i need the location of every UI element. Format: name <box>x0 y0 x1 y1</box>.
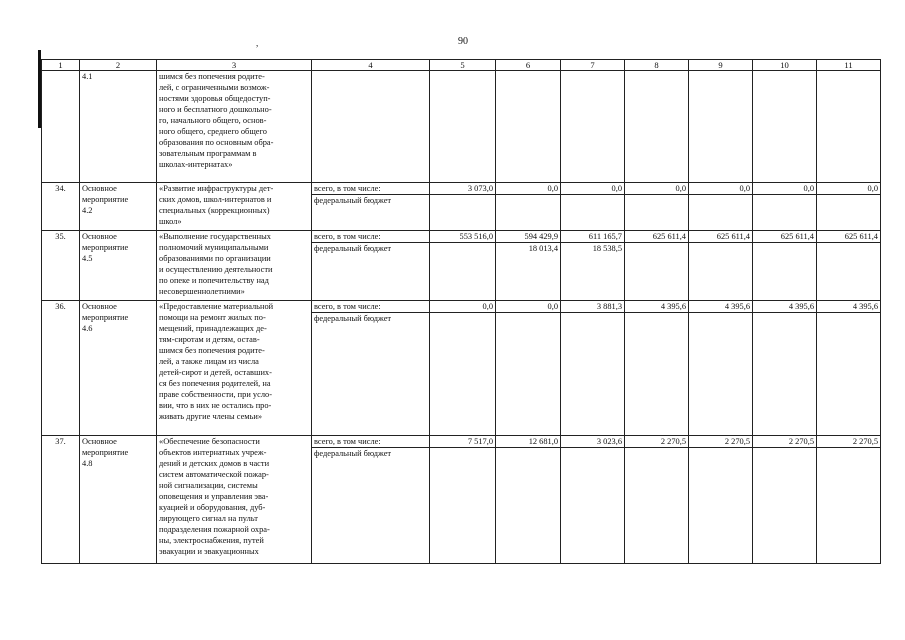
amount-cell <box>753 231 817 301</box>
event-description: «Предоставление материальной помощи на ремонт жилых по- мещений, принадлежащих де- тям-сиротам и детям, остав- шимся без попечения родите- лей, а также лицам из числа детей-сирот и детей, оставших- ся без попечения родителей, на праве собственности, при усло- вии, что в них не остались про- живать другие члены семьи» <box>157 301 312 436</box>
amount-cell <box>625 183 689 231</box>
stray-mark: , <box>256 38 259 48</box>
amount-cell <box>625 301 689 436</box>
amount-total: 0,0 <box>496 183 560 195</box>
amount-total: 4 395,6 <box>753 301 816 313</box>
amount-cell <box>430 71 496 183</box>
amount-cell <box>430 231 496 301</box>
amount-total: 611 165,7 <box>561 231 624 243</box>
amount-cell <box>817 301 881 436</box>
amount-cell <box>430 183 496 231</box>
column-header: 9 <box>689 60 753 71</box>
page-number: 90 <box>458 36 468 47</box>
amount-cell <box>561 71 625 183</box>
funding-source <box>312 436 430 564</box>
table-row <box>42 71 881 183</box>
amount-total: 0,0 <box>625 183 688 195</box>
event-name: Основное мероприятие 4.2 <box>80 183 157 231</box>
column-header: 7 <box>561 60 625 71</box>
amount-cell <box>689 301 753 436</box>
column-header-row <box>42 60 881 71</box>
table-row <box>42 436 881 564</box>
amount-cell <box>625 436 689 564</box>
event-name: Основное мероприятие 4.8 <box>80 436 157 564</box>
amount-cell <box>625 71 689 183</box>
source-total-label: всего, в том числе: <box>312 301 429 313</box>
amount-total: 0,0 <box>496 301 560 313</box>
amount-total: 3 073,0 <box>430 183 495 195</box>
amount-total: 0,0 <box>430 301 495 313</box>
amount-cell <box>430 436 496 564</box>
funding-source <box>312 301 430 436</box>
amount-cell <box>496 71 561 183</box>
amount-total: 0,0 <box>753 183 816 195</box>
table-row <box>42 231 881 301</box>
column-header: 11 <box>817 60 881 71</box>
amount-total: 2 270,5 <box>817 436 880 448</box>
amount-total: 2 270,5 <box>625 436 688 448</box>
source-total-label: всего, в том числе: <box>312 183 429 195</box>
amount-cell <box>496 231 561 301</box>
event-description: шимся без попечения родите- лей, с ограниченными возмож- ностями здоровья общедоступ- ного и бесплатного дошкольно- го, начального общего, основ- ного общего, среднего общего образования по основным обра- зовательным программам в школах-интернатах» <box>157 71 312 183</box>
amount-total: 625 611,4 <box>625 231 688 243</box>
row-number: 34. <box>42 183 80 231</box>
amount-total: 3 023,6 <box>561 436 624 448</box>
source-federal-label: федеральный бюджет <box>314 314 392 323</box>
amount-cell <box>689 71 753 183</box>
amount-cell <box>753 436 817 564</box>
amount-cell <box>817 436 881 564</box>
amount-total: 3 881,3 <box>561 301 624 313</box>
amount-total: 2 270,5 <box>689 436 752 448</box>
amount-total: 0,0 <box>689 183 752 195</box>
column-header: 5 <box>430 60 496 71</box>
funding-source <box>312 231 430 301</box>
amount-total: 625 611,4 <box>689 231 752 243</box>
source-total-label: всего, в том числе: <box>312 231 429 243</box>
amount-cell <box>625 231 689 301</box>
event-name: Основное мероприятие 4.5 <box>80 231 157 301</box>
amount-total: 625 611,4 <box>753 231 816 243</box>
source-total-label: всего, в том числе: <box>312 436 429 448</box>
column-header: 3 <box>157 60 312 71</box>
amount-cell <box>753 301 817 436</box>
amount-cell <box>817 231 881 301</box>
column-header: 2 <box>80 60 157 71</box>
table-row <box>42 183 881 231</box>
amount-cell <box>496 436 561 564</box>
funding-source <box>312 183 430 231</box>
event-name: 4.1 <box>80 71 157 183</box>
budget-table <box>41 59 881 564</box>
column-header: 1 <box>42 60 80 71</box>
amount-total: 625 611,4 <box>817 231 880 243</box>
amount-cell <box>496 183 561 231</box>
event-description: «Обеспечение безопасности объектов интернатных учреж- дений и детских домов в части систем автоматической пожар- ной сигнализации, системы оповещения и управления эва- куацией и оборудования, дуб- лирующего сигнал на пульт подразделения пожарной охра- ны, электроснабжения, путей эвакуации и эвакуационных <box>157 436 312 564</box>
source-federal-label: федеральный бюджет <box>314 196 392 205</box>
column-header: 10 <box>753 60 817 71</box>
amount-cell <box>817 71 881 183</box>
source-federal-label: федеральный бюджет <box>314 449 392 458</box>
row-number: 37. <box>42 436 80 564</box>
amount-cell <box>753 71 817 183</box>
amount-cell <box>430 301 496 436</box>
column-header: 4 <box>312 60 430 71</box>
amount-cell <box>689 231 753 301</box>
amount-federal: 18 538,5 <box>592 244 622 253</box>
amount-cell <box>561 231 625 301</box>
amount-total: 594 429,9 <box>496 231 560 243</box>
event-description: «Развитие инфраструктуры дет- ских домов, школ-интернатов и специальных (коррекционных) школ» <box>157 183 312 231</box>
row-number: 35. <box>42 231 80 301</box>
amount-total: 0,0 <box>561 183 624 195</box>
table-row <box>42 301 881 436</box>
event-name: Основное мероприятие 4.6 <box>80 301 157 436</box>
amount-cell <box>689 436 753 564</box>
amount-cell <box>561 301 625 436</box>
amount-federal: 18 013,4 <box>528 244 558 253</box>
amount-total: 12 681,0 <box>496 436 560 448</box>
event-description: «Выполнение государственных полномочий муниципальными образованиями по организации и осуществлению деятельности по опеке и попечительству над несовершеннолетними» <box>157 231 312 301</box>
amount-cell <box>496 301 561 436</box>
amount-cell <box>561 436 625 564</box>
amount-total: 2 270,5 <box>753 436 816 448</box>
amount-cell <box>689 183 753 231</box>
amount-total: 7 517,0 <box>430 436 495 448</box>
amount-cell <box>817 183 881 231</box>
amount-total: 4 395,6 <box>689 301 752 313</box>
column-header: 6 <box>496 60 561 71</box>
amount-total: 4 395,6 <box>625 301 688 313</box>
row-number: 36. <box>42 301 80 436</box>
amount-total: 0,0 <box>817 183 880 195</box>
amount-cell <box>753 183 817 231</box>
column-header: 8 <box>625 60 689 71</box>
source-federal-label: федеральный бюджет <box>314 244 392 253</box>
amount-cell <box>561 183 625 231</box>
amount-total: 553 516,0 <box>430 231 495 243</box>
row-number <box>42 71 80 183</box>
funding-source <box>312 71 430 183</box>
amount-total: 4 395,6 <box>817 301 880 313</box>
